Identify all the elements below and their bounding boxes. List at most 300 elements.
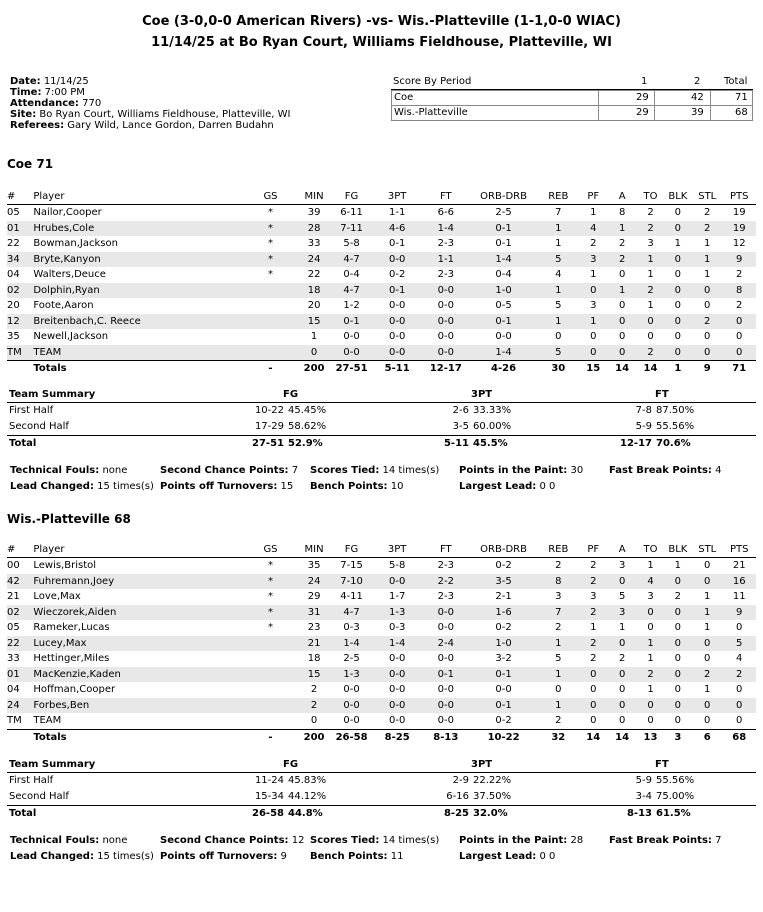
cell-pts: 19: [722, 221, 756, 237]
cell-ft: 2-3: [437, 238, 454, 250]
cell-orb-drb: 3-5: [470, 574, 537, 590]
summary-3pt-pct: 45.5%: [473, 438, 508, 449]
cell-player: Bowman,Jackson: [33, 238, 118, 250]
cell-blk: 0: [674, 207, 682, 219]
summary-3pt-header: 3PT: [471, 389, 493, 400]
cell-fg: 5-8: [343, 238, 360, 250]
cell-player: Forbes,Ben: [33, 698, 243, 714]
cell-min: 23: [307, 622, 321, 634]
cell-blk: 0: [664, 605, 692, 621]
scores-tied-label: Scores Tied:: [310, 835, 380, 846]
total-reb: 32: [537, 729, 580, 745]
technical-fouls-value: none: [102, 465, 128, 476]
score-total: 68: [735, 107, 748, 118]
column-header-min: MIN: [298, 542, 330, 558]
date-label: Date:: [10, 76, 41, 87]
column-header-blk: BLK: [664, 189, 692, 205]
cell-ft: 0-0: [421, 283, 470, 299]
cell-player: Love,Max: [33, 591, 81, 603]
cell-pf: 3: [590, 300, 597, 312]
cell-stl: 1: [704, 269, 711, 281]
cell-blk: 0: [664, 283, 692, 299]
cell-to: 0: [637, 605, 663, 621]
cell-blk: 0: [664, 636, 692, 652]
cell-gs: [243, 283, 298, 299]
summary-ft-pct: 55.56%: [656, 421, 695, 432]
cell-gs: *: [243, 574, 298, 590]
total-a: 14: [607, 361, 637, 377]
column-header-orb-drb: ORB-DRB: [470, 542, 537, 558]
score-by-period-header: [391, 76, 753, 90]
column-header-number: #: [7, 542, 33, 558]
cell-fg: 7-15: [340, 560, 363, 572]
summary-label: Total: [9, 438, 37, 449]
cell-a: 1: [618, 622, 626, 634]
summary-fg-header: FG: [283, 389, 299, 400]
total-3pt: 5-11: [373, 361, 422, 377]
largest-lead-value: 0 0: [539, 851, 556, 862]
totals-row: [7, 361, 756, 377]
column-header-to: TO: [637, 189, 663, 205]
cell-gs: [243, 314, 298, 330]
column-header-pf: PF: [580, 189, 607, 205]
summary-title: Team Summary: [9, 759, 96, 770]
cell-pf: 2: [580, 636, 607, 652]
cell-pts: 19: [732, 207, 746, 219]
summary-row: [7, 773, 756, 789]
cell-number: 01: [7, 221, 33, 237]
cell-number: TM: [7, 715, 22, 727]
cell-to: 3: [647, 591, 654, 603]
player-row: [7, 221, 756, 237]
cell-a: 0: [618, 269, 626, 281]
points-off-turnovers-label: Points off Turnovers:: [160, 481, 278, 492]
cell-reb: 2: [555, 560, 562, 572]
summary-ft: 7-8: [635, 405, 652, 416]
cell-orb-drb: 1-4: [470, 252, 537, 268]
cell-3pt: 0-0: [388, 653, 406, 665]
technical-fouls-label: Technical Fouls:: [10, 465, 100, 476]
cell-a: 0: [618, 331, 626, 343]
cell-3pt: 0-1: [388, 238, 406, 250]
cell-3pt: 1-1: [388, 207, 406, 219]
cell-reb: 8: [537, 574, 580, 590]
cell-min: 29: [307, 591, 321, 603]
cell-reb: 0: [555, 331, 562, 343]
cell-pf: 3: [580, 252, 607, 268]
summary-3pt: 3-5: [452, 421, 469, 432]
cell-player: MacKenzie,Kaden: [33, 667, 243, 683]
summary-fg: 10-22: [254, 405, 284, 416]
second-chance-points: [160, 465, 298, 476]
total-gs: -: [243, 729, 298, 745]
player-row: [7, 314, 756, 330]
cell-gs: [243, 713, 298, 729]
points-in-paint-value: 30: [570, 465, 584, 476]
cell-to: 2: [637, 221, 663, 237]
cell-min: 18: [298, 283, 330, 299]
cell-stl: 0: [692, 345, 722, 361]
box-score-table: [7, 542, 756, 745]
score-team: Coe: [394, 92, 414, 103]
total-gs: -: [243, 361, 298, 377]
cell-reb: 4: [555, 269, 562, 281]
cell-min: 31: [298, 605, 330, 621]
cell-orb-drb: 2-5: [495, 207, 512, 219]
cell-player: Wieczorek,Aiden: [33, 605, 243, 621]
summary-3pt-pct: 33.33%: [473, 405, 512, 416]
largest-lead-label: Largest Lead:: [459, 851, 537, 862]
summary-ft: 12-17: [620, 438, 652, 449]
cell-fg: 7-10: [330, 574, 373, 590]
cell-ft: 1-4: [421, 221, 470, 237]
cell-a: 0: [607, 667, 637, 683]
total-stl: 9: [692, 361, 722, 377]
summary-ft: 5-9: [635, 421, 652, 432]
cell-gs: [243, 636, 298, 652]
cell-3pt: 0-2: [388, 269, 406, 281]
period-2-header: 2: [694, 76, 701, 87]
cell-min: 33: [307, 238, 321, 250]
cell-stl: 0: [692, 698, 722, 714]
cell-to: 1: [647, 560, 654, 572]
scores-tied-value: 14 times(s): [382, 465, 440, 476]
fast-break-points-value: 7: [715, 835, 722, 846]
cell-3pt: 1-7: [388, 591, 406, 603]
cell-min: 20: [307, 300, 321, 312]
cell-number: 12: [7, 314, 33, 330]
cell-gs: *: [268, 591, 273, 603]
player-row: [7, 267, 756, 283]
cell-orb-drb: 0-2: [495, 715, 512, 727]
cell-player: TEAM: [33, 715, 62, 727]
points-off-turnovers-label: Points off Turnovers:: [160, 851, 278, 862]
cell-reb: 3: [555, 591, 562, 603]
points-in-paint-label: Points in the Paint:: [459, 465, 568, 476]
player-row: [7, 667, 756, 683]
total-min: 200: [298, 361, 330, 377]
cell-gs: [243, 329, 298, 345]
total-stl: 6: [692, 729, 722, 745]
total-3pt: 8-25: [373, 729, 422, 745]
cell-to: 1: [637, 636, 663, 652]
bench-points-value: 10: [390, 481, 404, 492]
cell-stl: 0: [692, 574, 722, 590]
cell-3pt: 1-3: [373, 605, 422, 621]
summary-ft-header: FT: [655, 389, 669, 400]
cell-orb-drb: 0-2: [495, 560, 512, 572]
summary-fg-pct: 45.45%: [288, 405, 327, 416]
column-header-gs: GS: [243, 542, 298, 558]
cell-3pt: 0-3: [388, 622, 406, 634]
cell-pf: 2: [590, 653, 597, 665]
cell-orb-drb: 0-1: [470, 314, 537, 330]
cell-ft: 0-0: [421, 345, 470, 361]
cell-pts: 16: [722, 574, 756, 590]
cell-pts: 0: [722, 345, 756, 361]
score-p1: 29: [636, 92, 649, 103]
cell-blk: 0: [674, 684, 682, 696]
cell-stl: 0: [704, 560, 711, 572]
summary-fg: 15-34: [254, 791, 284, 802]
total-header: Total: [724, 76, 748, 87]
column-header-stl: STL: [692, 542, 722, 558]
bench-points: [310, 851, 403, 862]
summary-3pt: 2-6: [452, 405, 469, 416]
game-title: Coe (3-0,0-0 American Rivers) -vs- Wis.-Platteville (1-1,0-0 WIAC): [142, 14, 621, 29]
game-subtitle: 11/14/25 at Bo Ryan Court, Williams Fieldhouse, Platteville, WI: [151, 35, 612, 50]
cell-pf: 4: [580, 221, 607, 237]
cell-a: 3: [618, 560, 626, 572]
cell-pts: 0: [736, 684, 743, 696]
score-p1: 29: [636, 107, 649, 118]
summary-title: Team Summary: [9, 389, 96, 400]
cell-gs: [243, 682, 298, 698]
cell-gs: *: [268, 560, 273, 572]
summary-ft-pct: 61.5%: [656, 808, 691, 819]
summary-3pt: 2-9: [452, 775, 469, 786]
cell-number: 05: [7, 622, 20, 634]
player-row: [7, 620, 756, 636]
cell-fg: 7-11: [330, 221, 373, 237]
cell-3pt: 0-0: [373, 345, 422, 361]
cell-pts: 2: [722, 667, 756, 683]
summary-ft: 8-13: [626, 808, 652, 819]
cell-min: 24: [298, 574, 330, 590]
cell-player: Nailor,Cooper: [33, 207, 102, 219]
cell-ft: 1-1: [421, 252, 470, 268]
cell-3pt: 4-6: [373, 221, 422, 237]
total-orb-drb: 10-22: [470, 729, 537, 745]
cell-pf: 0: [590, 684, 597, 696]
total-pf: 14: [580, 729, 607, 745]
second-chance-points-value: 7: [291, 465, 299, 476]
cell-gs: *: [243, 605, 298, 621]
cell-blk: 0: [674, 653, 682, 665]
summary-3pt-pct: 32.0%: [473, 808, 508, 819]
cell-gs: [243, 698, 298, 714]
cell-number: 34: [7, 252, 33, 268]
cell-gs: [243, 651, 298, 667]
summary-header: [7, 389, 756, 403]
cell-pf: 0: [580, 345, 607, 361]
cell-reb: 5: [537, 252, 580, 268]
total-ft: 8-13: [421, 729, 470, 745]
cell-player: Foote,Aaron: [33, 300, 94, 312]
summary-3pt: 6-16: [446, 791, 469, 802]
cell-min: 2: [310, 684, 318, 696]
summary-label: First Half: [9, 775, 54, 786]
cell-stl: 0: [704, 300, 711, 312]
cell-3pt: 0-0: [373, 667, 422, 683]
total-to: 14: [637, 361, 663, 377]
cell-3pt: 0-0: [388, 331, 406, 343]
cell-orb-drb: 0-1: [470, 221, 537, 237]
cell-reb: 1: [537, 221, 580, 237]
summary-3pt-header: 3PT: [471, 759, 493, 770]
cell-min: 28: [298, 221, 330, 237]
cell-player: Lucey,Max: [33, 636, 243, 652]
cell-fg: 0-1: [330, 314, 373, 330]
cell-to: 2: [647, 207, 654, 219]
cell-fg: 0-3: [343, 622, 360, 634]
cell-blk: 0: [674, 331, 682, 343]
player-row: [7, 345, 756, 361]
cell-pf: 2: [590, 238, 597, 250]
totals-row: [7, 729, 756, 745]
cell-pf: 0: [590, 331, 597, 343]
cell-pf: 0: [590, 715, 597, 727]
cell-to: 1: [637, 252, 663, 268]
cell-reb: 0: [555, 684, 562, 696]
column-header-ft: FT: [421, 189, 470, 205]
cell-pf: 2: [580, 605, 607, 621]
total-min: 200: [298, 729, 330, 745]
score-p2: 42: [691, 92, 704, 103]
cell-stl: 2: [704, 207, 711, 219]
column-header-fg: FG: [330, 189, 373, 205]
summary-fg-pct: 44.8%: [288, 808, 323, 819]
total-number: [7, 729, 33, 745]
cell-number: 33: [7, 653, 20, 665]
cell-min: 22: [307, 269, 321, 281]
bench-points-label: Bench Points:: [310, 851, 388, 862]
cell-orb-drb: 3-2: [495, 653, 512, 665]
cell-ft: 0-0: [437, 331, 454, 343]
summary-label: Second Half: [9, 421, 69, 432]
second-chance-points-label: Second Chance Points:: [160, 835, 289, 846]
score-by-period-title: Score By Period: [393, 76, 472, 87]
cell-pts: 2: [736, 269, 743, 281]
cell-ft: 0-0: [437, 622, 454, 634]
cell-a: 0: [607, 698, 637, 714]
summary-total-row: [7, 435, 756, 452]
cell-ft: 0-0: [437, 684, 454, 696]
player-row: [7, 574, 756, 590]
cell-fg: 0-0: [343, 331, 360, 343]
points-in-paint: [459, 465, 583, 476]
cell-reb: 2: [555, 622, 562, 634]
column-header-ft: FT: [421, 542, 470, 558]
summary-fg: 27-51: [252, 438, 284, 449]
cell-number: 22: [7, 238, 20, 250]
cell-to: 1: [647, 684, 654, 696]
total-orb-drb: 4-26: [470, 361, 537, 377]
cell-stl: 0: [704, 653, 711, 665]
summary-fg: 11-24: [254, 775, 284, 786]
cell-gs: *: [268, 207, 273, 219]
cell-to: 2: [637, 345, 663, 361]
cell-pf: 0: [580, 667, 607, 683]
cell-fg: 1-2: [343, 300, 360, 312]
cell-to: 0: [647, 622, 654, 634]
lead-changed-label: Lead Changed:: [10, 481, 94, 492]
cell-a: 1: [607, 221, 637, 237]
column-header-blk: BLK: [664, 542, 692, 558]
cell-number: 20: [7, 300, 20, 312]
total-fg: 26-58: [330, 729, 373, 745]
cell-3pt: 0-1: [373, 283, 422, 299]
team-summary: [7, 389, 756, 452]
cell-pts: 9: [722, 605, 756, 621]
cell-pts: 11: [732, 591, 746, 603]
cell-stl: 1: [704, 238, 711, 250]
column-header-fg: FG: [330, 542, 373, 558]
column-header-player: Player: [33, 189, 243, 205]
cell-reb: 7: [555, 207, 562, 219]
cell-number: 21: [7, 591, 20, 603]
cell-3pt: 5-8: [388, 560, 406, 572]
column-header-player: Player: [33, 542, 243, 558]
summary-fg: 26-58: [252, 808, 284, 819]
score-by-period: [391, 76, 753, 121]
cell-pts: 0: [722, 698, 756, 714]
cell-min: 18: [307, 653, 321, 665]
cell-orb-drb: 0-4: [495, 269, 512, 281]
cell-min: 2: [298, 698, 330, 714]
summary-fg: 17-29: [254, 421, 284, 432]
lead-changed: [10, 851, 154, 862]
total-a: 14: [607, 729, 637, 745]
player-row: [7, 713, 756, 729]
cell-min: 15: [298, 314, 330, 330]
cell-min: 21: [298, 636, 330, 652]
cell-pts: 0: [736, 715, 743, 727]
table-header-row: [7, 189, 756, 205]
cell-blk: 0: [664, 221, 692, 237]
second-chance-points: [160, 835, 304, 846]
table-header-row: [7, 542, 756, 558]
cell-3pt: 0-0: [373, 698, 422, 714]
cell-number: 42: [7, 574, 33, 590]
cell-min: 24: [298, 252, 330, 268]
cell-gs: *: [243, 252, 298, 268]
summary-row: [7, 403, 756, 419]
fast-break-points: [609, 835, 721, 846]
cell-reb: 1: [537, 283, 580, 299]
column-header-orb-drb: ORB-DRB: [470, 189, 537, 205]
cell-number: 24: [7, 698, 33, 714]
cell-to: 3: [647, 238, 654, 250]
cell-reb: 1: [537, 698, 580, 714]
bench-points-label: Bench Points:: [310, 481, 388, 492]
cell-stl: 1: [692, 252, 722, 268]
cell-min: 35: [307, 560, 321, 572]
lead-changed-value: 15 times(s): [97, 851, 154, 862]
points-in-paint: [459, 835, 583, 846]
summary-ft: 5-9: [635, 775, 652, 786]
cell-a: 2: [618, 238, 626, 250]
points-off-turnovers-value: 15: [280, 481, 294, 492]
cell-orb-drb: 1-6: [470, 605, 537, 621]
cell-ft: 2-3: [437, 560, 454, 572]
summary-header: [7, 759, 756, 773]
total-fg: 27-51: [330, 361, 373, 377]
cell-fg: 0-4: [343, 269, 360, 281]
player-row: [7, 636, 756, 652]
cell-blk: 0: [664, 574, 692, 590]
cell-a: 0: [618, 684, 626, 696]
cell-blk: 0: [664, 314, 692, 330]
cell-orb-drb: 0-5: [495, 300, 512, 312]
bench-points-value: 11: [390, 851, 404, 862]
cell-stl: 0: [692, 636, 722, 652]
cell-player: Lewis,Bristol: [33, 560, 97, 572]
summary-3pt-pct: 22.22%: [473, 775, 512, 786]
site-value: Bo Ryan Court, Williams Fieldhouse, Platteville, WI: [39, 109, 291, 120]
total-blk: 3: [664, 729, 692, 745]
cell-number: 35: [7, 331, 20, 343]
